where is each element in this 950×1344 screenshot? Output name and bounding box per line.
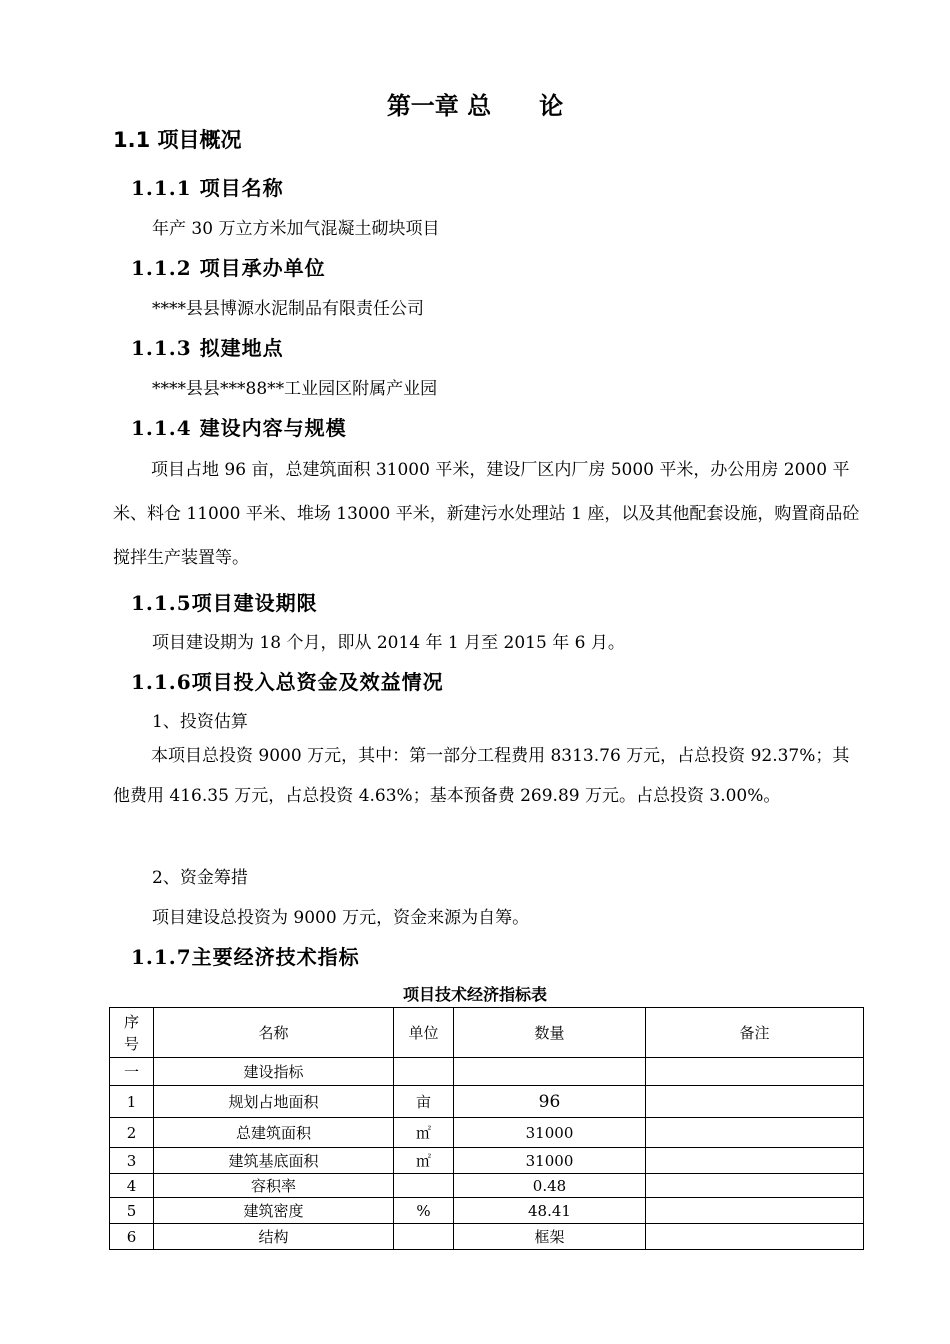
table-row <box>110 1198 864 1224</box>
header-qty: 数量 <box>454 1008 646 1058</box>
chapter-title: 第一章 总 论 <box>386 92 564 120</box>
header-unit: 单位 <box>394 1008 454 1058</box>
cell-qty <box>454 1058 646 1086</box>
cell-qty: 0.48 <box>454 1174 646 1198</box>
cell-unit: 亩 <box>394 1086 454 1118</box>
cell-seq: 6 <box>110 1224 154 1250</box>
investment-paragraph: 本项目总投资 9000 万元，其中：第一部分工程费用 8313.76 万元，占总投资 92.37%；其他费用 416.35 万元，占总投资 4.63%；基本预备费 269.89 万元。占总投资 3.00%。 <box>113 746 850 806</box>
cell-unit <box>394 1058 454 1086</box>
cell-seq: 2 <box>110 1118 154 1148</box>
cell-name: 建筑密度 <box>154 1198 394 1224</box>
indicator-table <box>109 1007 864 1250</box>
header-seq: 序号 <box>110 1008 154 1058</box>
cell-name: 规划占地面积 <box>154 1086 394 1118</box>
table-row <box>110 1058 864 1086</box>
cell-unit <box>394 1174 454 1198</box>
project-name-text: 年产 30 万立方米加气混凝土砌块项目 <box>152 219 440 239</box>
table-row <box>110 1148 864 1174</box>
investment-item-label: 1、投资估算 <box>152 712 248 732</box>
cell-seq: 4 <box>110 1174 154 1198</box>
heading-1-1-3: 1.1.3 拟建地点 <box>131 336 284 360</box>
cell-note <box>646 1148 864 1174</box>
cell-note <box>646 1086 864 1118</box>
heading-1-1-7: 1.1.7主要经济技术指标 <box>131 945 360 969</box>
cell-unit: % <box>394 1198 454 1224</box>
cell-seq: 3 <box>110 1148 154 1174</box>
cell-note <box>646 1198 864 1224</box>
cell-note <box>646 1174 864 1198</box>
heading-1-1-4: 1.1.4 建设内容与规模 <box>131 416 347 440</box>
cell-qty: 31000 <box>454 1118 646 1148</box>
cell-seq: 一 <box>110 1058 154 1086</box>
funding-item-label: 2、资金筹措 <box>152 868 248 888</box>
heading-1-1-2: 1.1.2 项目承办单位 <box>131 256 326 280</box>
scale-paragraph: 项目占地 96 亩，总建筑面积 31000 平米，建设厂区内厂房 5000 平米，办公用房 2000 平米、料仓 11000 平米、堆场 13000 平米，新建污水处理站 1 座，以及其他配套设施，购置商品砼搅拌生产装置等。 <box>113 460 860 568</box>
cell-name: 结构 <box>154 1224 394 1250</box>
organizer-text: ****县县博源水泥制品有限责任公司 <box>152 299 424 319</box>
location-text: ****县县***88**工业园区附属产业园 <box>152 379 438 399</box>
table-header-row <box>110 1008 864 1058</box>
cell-seq: 5 <box>110 1198 154 1224</box>
cell-qty: 48.41 <box>454 1198 646 1224</box>
cell-unit <box>394 1224 454 1250</box>
cell-seq: 1 <box>110 1086 154 1118</box>
table-title: 项目技术经济指标表 <box>402 985 547 1004</box>
cell-note <box>646 1224 864 1250</box>
cell-unit: ㎡ <box>394 1118 454 1148</box>
cell-unit: ㎡ <box>394 1148 454 1174</box>
header-name: 名称 <box>154 1008 394 1058</box>
heading-1-1-5: 1.1.5项目建设期限 <box>131 591 318 615</box>
table-row <box>110 1174 864 1198</box>
heading-1-1-6: 1.1.6项目投入总资金及效益情况 <box>131 670 444 694</box>
cell-name: 建筑基底面积 <box>154 1148 394 1174</box>
section-heading-1-1: 1.1 项目概况 <box>113 128 242 152</box>
table-row <box>110 1224 864 1250</box>
table-row <box>110 1086 864 1118</box>
period-text: 项目建设期为 18 个月，即从 2014 年 1 月至 2015 年 6 月。 <box>152 633 625 653</box>
cell-qty: 框架 <box>454 1224 646 1250</box>
cell-qty: 31000 <box>454 1148 646 1174</box>
cell-qty: 96 <box>454 1086 646 1118</box>
cell-name: 建设指标 <box>154 1058 394 1086</box>
header-note: 备注 <box>646 1008 864 1058</box>
cell-name: 总建筑面积 <box>154 1118 394 1148</box>
cell-note <box>646 1118 864 1148</box>
table-row <box>110 1118 864 1148</box>
cell-note <box>646 1058 864 1086</box>
cell-name: 容积率 <box>154 1174 394 1198</box>
funding-text: 项目建设总投资为 9000 万元，资金来源为自筹。 <box>152 908 530 928</box>
heading-1-1-1: 1.1.1 项目名称 <box>131 176 284 200</box>
